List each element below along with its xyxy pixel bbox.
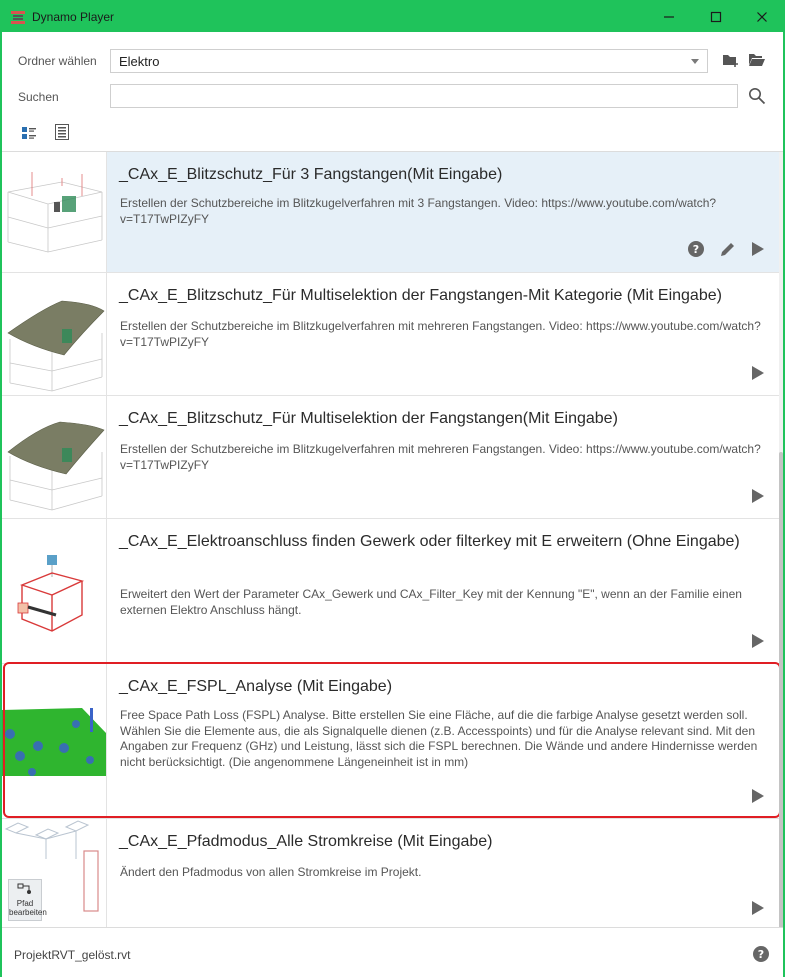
script-thumbnail (2, 152, 107, 272)
window-title: Dynamo Player (32, 10, 115, 24)
script-title: _CAx_E_Elektroanschluss finden Gewerk oder filterkey mit E erweitern (Ohne Eingabe) (119, 533, 740, 550)
list-item[interactable] (2, 519, 779, 664)
folder-label: Ordner wählen (18, 54, 97, 68)
dynamo-app-icon (10, 9, 26, 25)
maximize-icon[interactable] (699, 2, 733, 32)
search-input[interactable] (110, 84, 738, 108)
project-file-name: ProjektRVT_gelöst.rvt (14, 948, 131, 962)
path-edit-badge (8, 879, 47, 921)
title-bar[interactable] (2, 2, 783, 32)
status-footer (2, 927, 783, 977)
script-description: Erweitert den Wert der Parameter CAx_Gewerk und CAx_Filter_Key mit der Kennung "E", wenn an der Familie einen externen Elektro Anschluss hängt. (120, 587, 742, 617)
folder-select[interactable] (110, 49, 708, 73)
play-icon[interactable] (751, 900, 765, 916)
play-icon[interactable] (751, 633, 765, 649)
play-icon[interactable] (751, 488, 765, 504)
script-title: _CAx_E_Blitzschutz_Für Multiselektion der Fangstangen(Mit Eingabe) (119, 410, 618, 427)
scrollbar-thumb[interactable] (779, 452, 783, 942)
list-item[interactable] (2, 273, 779, 396)
add-folder-icon[interactable] (722, 52, 740, 73)
search-icon[interactable] (748, 87, 766, 110)
close-icon[interactable] (745, 2, 779, 32)
script-thumbnail (2, 819, 107, 927)
play-icon[interactable] (751, 365, 765, 381)
path-edit-badge-line2: bearbeiten (9, 908, 47, 917)
list-item[interactable] (2, 819, 779, 927)
search-label: Suchen (18, 90, 59, 104)
script-description: Erstellen der Schutzbereiche im Blitzkugelverfahren mit mehreren Fangstangen. Video: https://www.youtube.com/watch?v=T17TwPIZyFY (120, 442, 761, 472)
script-thumbnail (2, 273, 107, 395)
script-title: _CAx_E_Blitzschutz_Für 3 Fangstangen(Mit Eingabe) (119, 166, 503, 183)
svg-text:?: ? (757, 948, 765, 961)
script-thumbnail (2, 396, 107, 518)
help-icon[interactable] (752, 945, 770, 968)
script-title: _CAx_E_Pfadmodus_Alle Stromkreise (Mit Eingabe) (119, 833, 493, 850)
list-item[interactable] (2, 396, 779, 519)
minimize-icon[interactable] (652, 2, 686, 32)
open-folder-icon[interactable] (748, 52, 766, 73)
edit-icon[interactable] (719, 240, 737, 258)
script-description: Free Space Path Loss (FSPL) Analyse. Bitte erstellen Sie eine Fläche, auf die die farbige Analyse gesetzt werden soll. Wählen Sie die Elemente aus, die als Signalquelle dienen (z.B. Accesspoints) und für die Analyse relevant sind. Mit den Angaben zur Frequenz (GHz) und Leistung, lässt sich die FSPL berechnen. Die Wände und andere Hindernisse werden nicht berücksichtigt. (Die angenommene Längeneinheit ist in mm) (120, 708, 758, 769)
path-edit-badge-line1: Pfad (16, 899, 34, 908)
script-title: _CAx_E_FSPL_Analyse (Mit Eingabe) (119, 678, 393, 695)
list-view-icon[interactable] (55, 124, 69, 145)
script-thumbnail (2, 519, 107, 663)
detail-view-icon[interactable] (22, 126, 36, 144)
chevron-down-icon (691, 59, 699, 64)
script-title: _CAx_E_Blitzschutz_Für Multiselektion der Fangstangen-Mit Kategorie (Mit Eingabe) (119, 287, 722, 304)
highlight-frame (3, 662, 781, 818)
script-description: Erstellen der Schutzbereiche im Blitzkugelverfahren mit 3 Fangstangen. Video: https://www.youtube.com/watch?v=T17TwPIZyFY (120, 196, 717, 226)
svg-text:?: ? (692, 243, 700, 256)
list-scrollbar[interactable] (779, 152, 783, 926)
help-icon[interactable] (687, 240, 705, 258)
list-item[interactable] (2, 152, 779, 273)
script-description: Ändert den Pfadmodus von allen Stromkreise im Projekt. (120, 865, 422, 879)
folder-select-value: Elektro (119, 54, 160, 69)
script-description: Erstellen der Schutzbereiche im Blitzkugelverfahren mit mehreren Fangstangen. Video: https://www.youtube.com/watch?v=T17TwPIZyFY (120, 319, 761, 349)
play-icon[interactable] (751, 241, 765, 257)
